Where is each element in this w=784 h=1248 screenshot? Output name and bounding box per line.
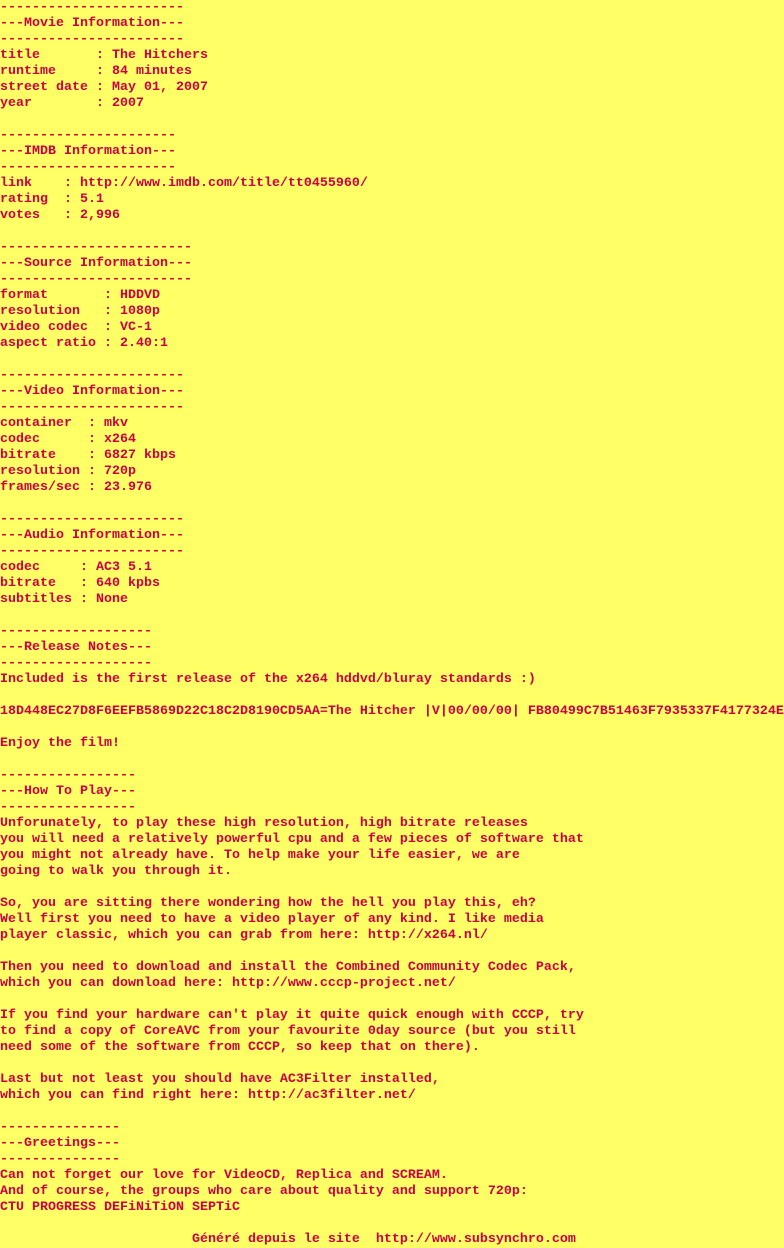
section-divider: -----------------	[0, 800, 136, 815]
audio-codec-line: codec : AC3 5.1	[0, 560, 152, 575]
section-header-video-information: ---Video Information---	[0, 384, 184, 399]
how-to-play-text-line: Then you need to download and install the Combined Community Codec Pack,	[0, 960, 576, 975]
how-to-play-text-line: Well first you need to have a video player of any kind. I like media	[0, 912, 544, 927]
how-to-play-text-line: which you can find right here: http://ac3filter.net/	[0, 1088, 416, 1103]
section-divider: -----------------------	[0, 400, 184, 415]
source-video-codec-line: video codec : VC-1	[0, 320, 152, 335]
section-video-information	[0, 368, 784, 496]
blank-line	[0, 720, 784, 736]
section-divider: -----------------------	[0, 32, 184, 47]
section-header-movie-information: ---Movie Information---	[0, 16, 184, 31]
section-header-audio-information: ---Audio Information---	[0, 528, 184, 543]
section-imdb-information	[0, 128, 784, 224]
section-divider: ---------------	[0, 1152, 120, 1167]
audio-subtitles-line: subtitles : None	[0, 592, 128, 607]
how-to-play-text-line: Last but not least you should have AC3Filter installed,	[0, 1072, 440, 1087]
section-divider: -----------------------	[0, 512, 184, 527]
movie-street-date-line: street date : May 01, 2007	[0, 80, 208, 95]
section-audio-information	[0, 512, 784, 608]
how-to-play-text-line: you will need a relatively powerful cpu and a few pieces of software that	[0, 832, 584, 847]
section-divider: -----------------------	[0, 368, 184, 383]
imdb-rating-line: rating : 5.1	[0, 192, 104, 207]
blank-line	[0, 944, 784, 960]
how-to-play-text-line: going to walk you through it.	[0, 864, 232, 879]
section-divider: -----------------------	[0, 0, 184, 15]
how-to-play-text-line: which you can download here: http://www.cccp-project.net/	[0, 976, 456, 991]
how-to-play-text-line: you might not already have. To help make your life easier, we are	[0, 848, 520, 863]
section-divider: ------------------------	[0, 240, 192, 255]
section-header-imdb-information: ---IMDB Information---	[0, 144, 176, 159]
movie-year-line: year : 2007	[0, 96, 144, 111]
video-container-line: container : mkv	[0, 416, 128, 431]
source-resolution-line: resolution : 1080p	[0, 304, 160, 319]
audio-bitrate-line: bitrate : 640 kpbs	[0, 576, 160, 591]
section-divider: -----------------	[0, 768, 136, 783]
video-bitrate-line: bitrate : 6827 kbps	[0, 448, 176, 463]
greetings-text-line: And of course, the groups who care about quality and support 720p:	[0, 1184, 528, 1199]
enjoy-the-film-line: Enjoy the film!	[0, 736, 120, 751]
movie-title-line: title : The Hitchers	[0, 48, 208, 63]
section-header-greetings: ---Greetings---	[0, 1136, 120, 1151]
blank-line	[0, 688, 784, 704]
release-notes-text-line: Included is the first release of the x264 hddvd/bluray standards :)	[0, 672, 536, 687]
how-to-play-text-line: If you find your hardware can't play it quite quick enough with CCCP, try	[0, 1008, 584, 1023]
movie-runtime-line: runtime : 84 minutes	[0, 64, 192, 79]
how-to-play-text-line: player classic, which you can grab from here: http://x264.nl/	[0, 928, 488, 943]
checksum-line: 18D448EC27D8F6EEFB5869D22C18C2D8190CD5AA=The Hitcher |V|00/00/00| FB80499C7B51463F7935337F4177324E	[0, 704, 784, 719]
how-to-play-text-line: Unforunately, to play these high resolution, high bitrate releases	[0, 816, 528, 831]
section-source-information	[0, 240, 784, 352]
video-codec-line: codec : x264	[0, 432, 136, 447]
imdb-link-line: link : http://www.imdb.com/title/tt0455960/	[0, 176, 368, 191]
greetings-text-line: Can not forget our love for VideoCD, Replica and SCREAM.	[0, 1168, 448, 1183]
blank-line	[0, 1056, 784, 1072]
section-divider: ----------------------	[0, 128, 176, 143]
blank-line	[0, 880, 784, 896]
how-to-play-text-line: to find a copy of CoreAVC from your favourite 0day source (but you still	[0, 1024, 576, 1039]
source-format-line: format : HDDVD	[0, 288, 160, 303]
section-greetings	[0, 1120, 784, 1216]
source-aspect-ratio-line: aspect ratio : 2.40:1	[0, 336, 168, 351]
section-divider: -------------------	[0, 656, 152, 671]
video-framerate-line: frames/sec : 23.976	[0, 480, 152, 495]
section-divider: ------------------------	[0, 272, 192, 287]
section-divider: ---------------	[0, 1120, 120, 1135]
imdb-votes-line: votes : 2,996	[0, 208, 120, 223]
how-to-play-text-line: need some of the software from CCCP, so keep that on there).	[0, 1040, 480, 1055]
section-header-source-information: ---Source Information---	[0, 256, 192, 271]
footer-generated-by-line: Généré depuis le site http://www.subsynchro.com	[0, 1232, 576, 1247]
video-resolution-line: resolution : 720p	[0, 464, 136, 479]
section-header-release-notes: ---Release Notes---	[0, 640, 152, 655]
section-divider: -------------------	[0, 624, 152, 639]
section-release-notes	[0, 624, 784, 752]
section-how-to-play	[0, 768, 784, 1104]
how-to-play-text-line: So, you are sitting there wondering how the hell you play this, eh?	[0, 896, 536, 911]
section-divider: -----------------------	[0, 544, 184, 559]
section-header-how-to-play: ---How To Play---	[0, 784, 136, 799]
section-divider: ----------------------	[0, 160, 176, 175]
section-movie-information	[0, 0, 784, 112]
greetings-groups-line: CTU PROGRESS DEFiNiTiON SEPTiC	[0, 1200, 240, 1215]
blank-line	[0, 992, 784, 1008]
